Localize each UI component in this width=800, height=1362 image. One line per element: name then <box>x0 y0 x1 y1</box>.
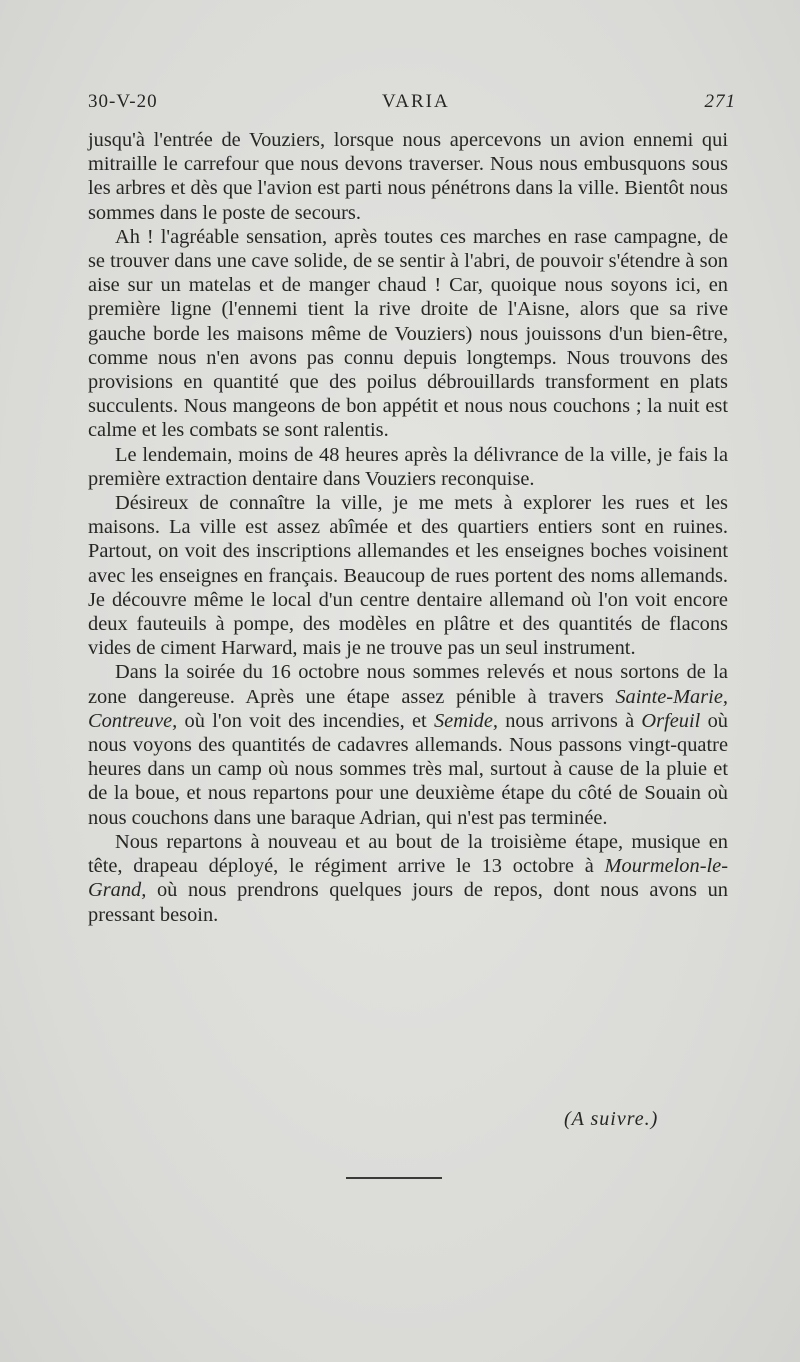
place-name-semide: Semide, <box>433 709 498 732</box>
paragraph-6-text: où nous prendrons quelques jours de repos, dont nous avons un pressant besoin. <box>88 879 728 926</box>
paragraph-5-text: nous arrivons à <box>497 709 642 732</box>
place-name-orfeuil: Orfeuil <box>641 709 701 732</box>
place-names-sainte-marie-contreuve: Sainte-Marie, Contreuve, <box>88 685 728 732</box>
paragraph-4: Désireux de connaître la ville, je me mets à explorer les rues et les maisons. La ville est assez abîmée et des quartiers entiers sont en ruines. Partout, on voit des inscriptions allemandes et les enseignes boches voisinent avec les enseignes en français. Beaucoup de rues portent des noms allemands. Je découvre même le local d'un centre dentaire allemand où l'on voit encore deux fauteuils à pompe, des modèles en plâtre et des quantités de flacons vides de ciment Harward, mais je ne trouve pas un seul instrument. <box>88 492 728 660</box>
paragraph-5 <box>88 660 728 829</box>
article-body <box>88 128 728 927</box>
header-section-title: VARIA <box>382 91 450 112</box>
end-rule-divider <box>346 1177 442 1179</box>
paragraph-5-text: Dans la soirée du 16 octobre nous sommes relevés et nous sortons de la zone dangereuse. Après une étape assez pénible à travers <box>88 661 728 708</box>
paragraph-5-text: où l'on voit des incendies, et <box>177 709 434 732</box>
place-name-mourmelon-le-grand: Mourmelon-le-Grand, <box>88 855 728 902</box>
paragraph-6 <box>88 830 728 927</box>
page-number: 271 <box>704 91 736 112</box>
paragraph-2: Ah ! l'agréable sensation, après toutes ces marches en rase campagne, de se trouver dans une cave solide, de se sentir à l'abri, de pouvoir s'étendre à son aise sur un matelas et de manger chaud ! Car, quoique nous soyons ici, en première ligne (l'ennemi tient la rive droite de l'Aisne, alors que sa rive gauche borde les maisons même de Vouziers) nous jouissons d'un bien-être, comme nous n'en avons pas connu depuis longtemps. Nous trouvons des provisions en quantité que des poilus débrouillards transforment en plats succulents. Nous mangeons de bon appétit et nous nous couchons ; la nuit est calme et les combats se sont ralentis. <box>88 225 728 442</box>
paragraph-6-text: Nous repartons à nouveau et au bout de la troisième étape, musique en tête, drapeau déployé, le régiment arrive le 13 octobre à <box>88 830 728 878</box>
header-date: 30-V-20 <box>88 91 158 112</box>
running-header <box>88 91 736 117</box>
paragraph-1: jusqu'à l'entrée de Vouziers, lorsque nous apercevons un avion ennemi qui mitraille le carrefour que nous devons traverser. Nous nous embusquons sous les arbres et dès que l'avion est parti nous pénétrons dans la ville. Bientôt nous sommes dans le poste de secours. <box>88 129 728 224</box>
paragraph-3: Le lendemain, moins de 48 heures après la délivrance de la ville, je fais la première extraction dentaire dans Vouziers reconquise. <box>88 443 728 490</box>
paragraph-5-text: où nous voyons des quantités de cadavres allemands. Nous passons vingt-quatre heures dans un camp où nous sommes très mal, surtout à cause de la pluie et de la boue, et nous repartons pour une deuxième étape du côté de Souain où nous couchons dans une baraque Adrian, qui n'est pas terminée. <box>88 709 728 829</box>
to-be-continued-note: (A suivre.) <box>564 1108 659 1130</box>
